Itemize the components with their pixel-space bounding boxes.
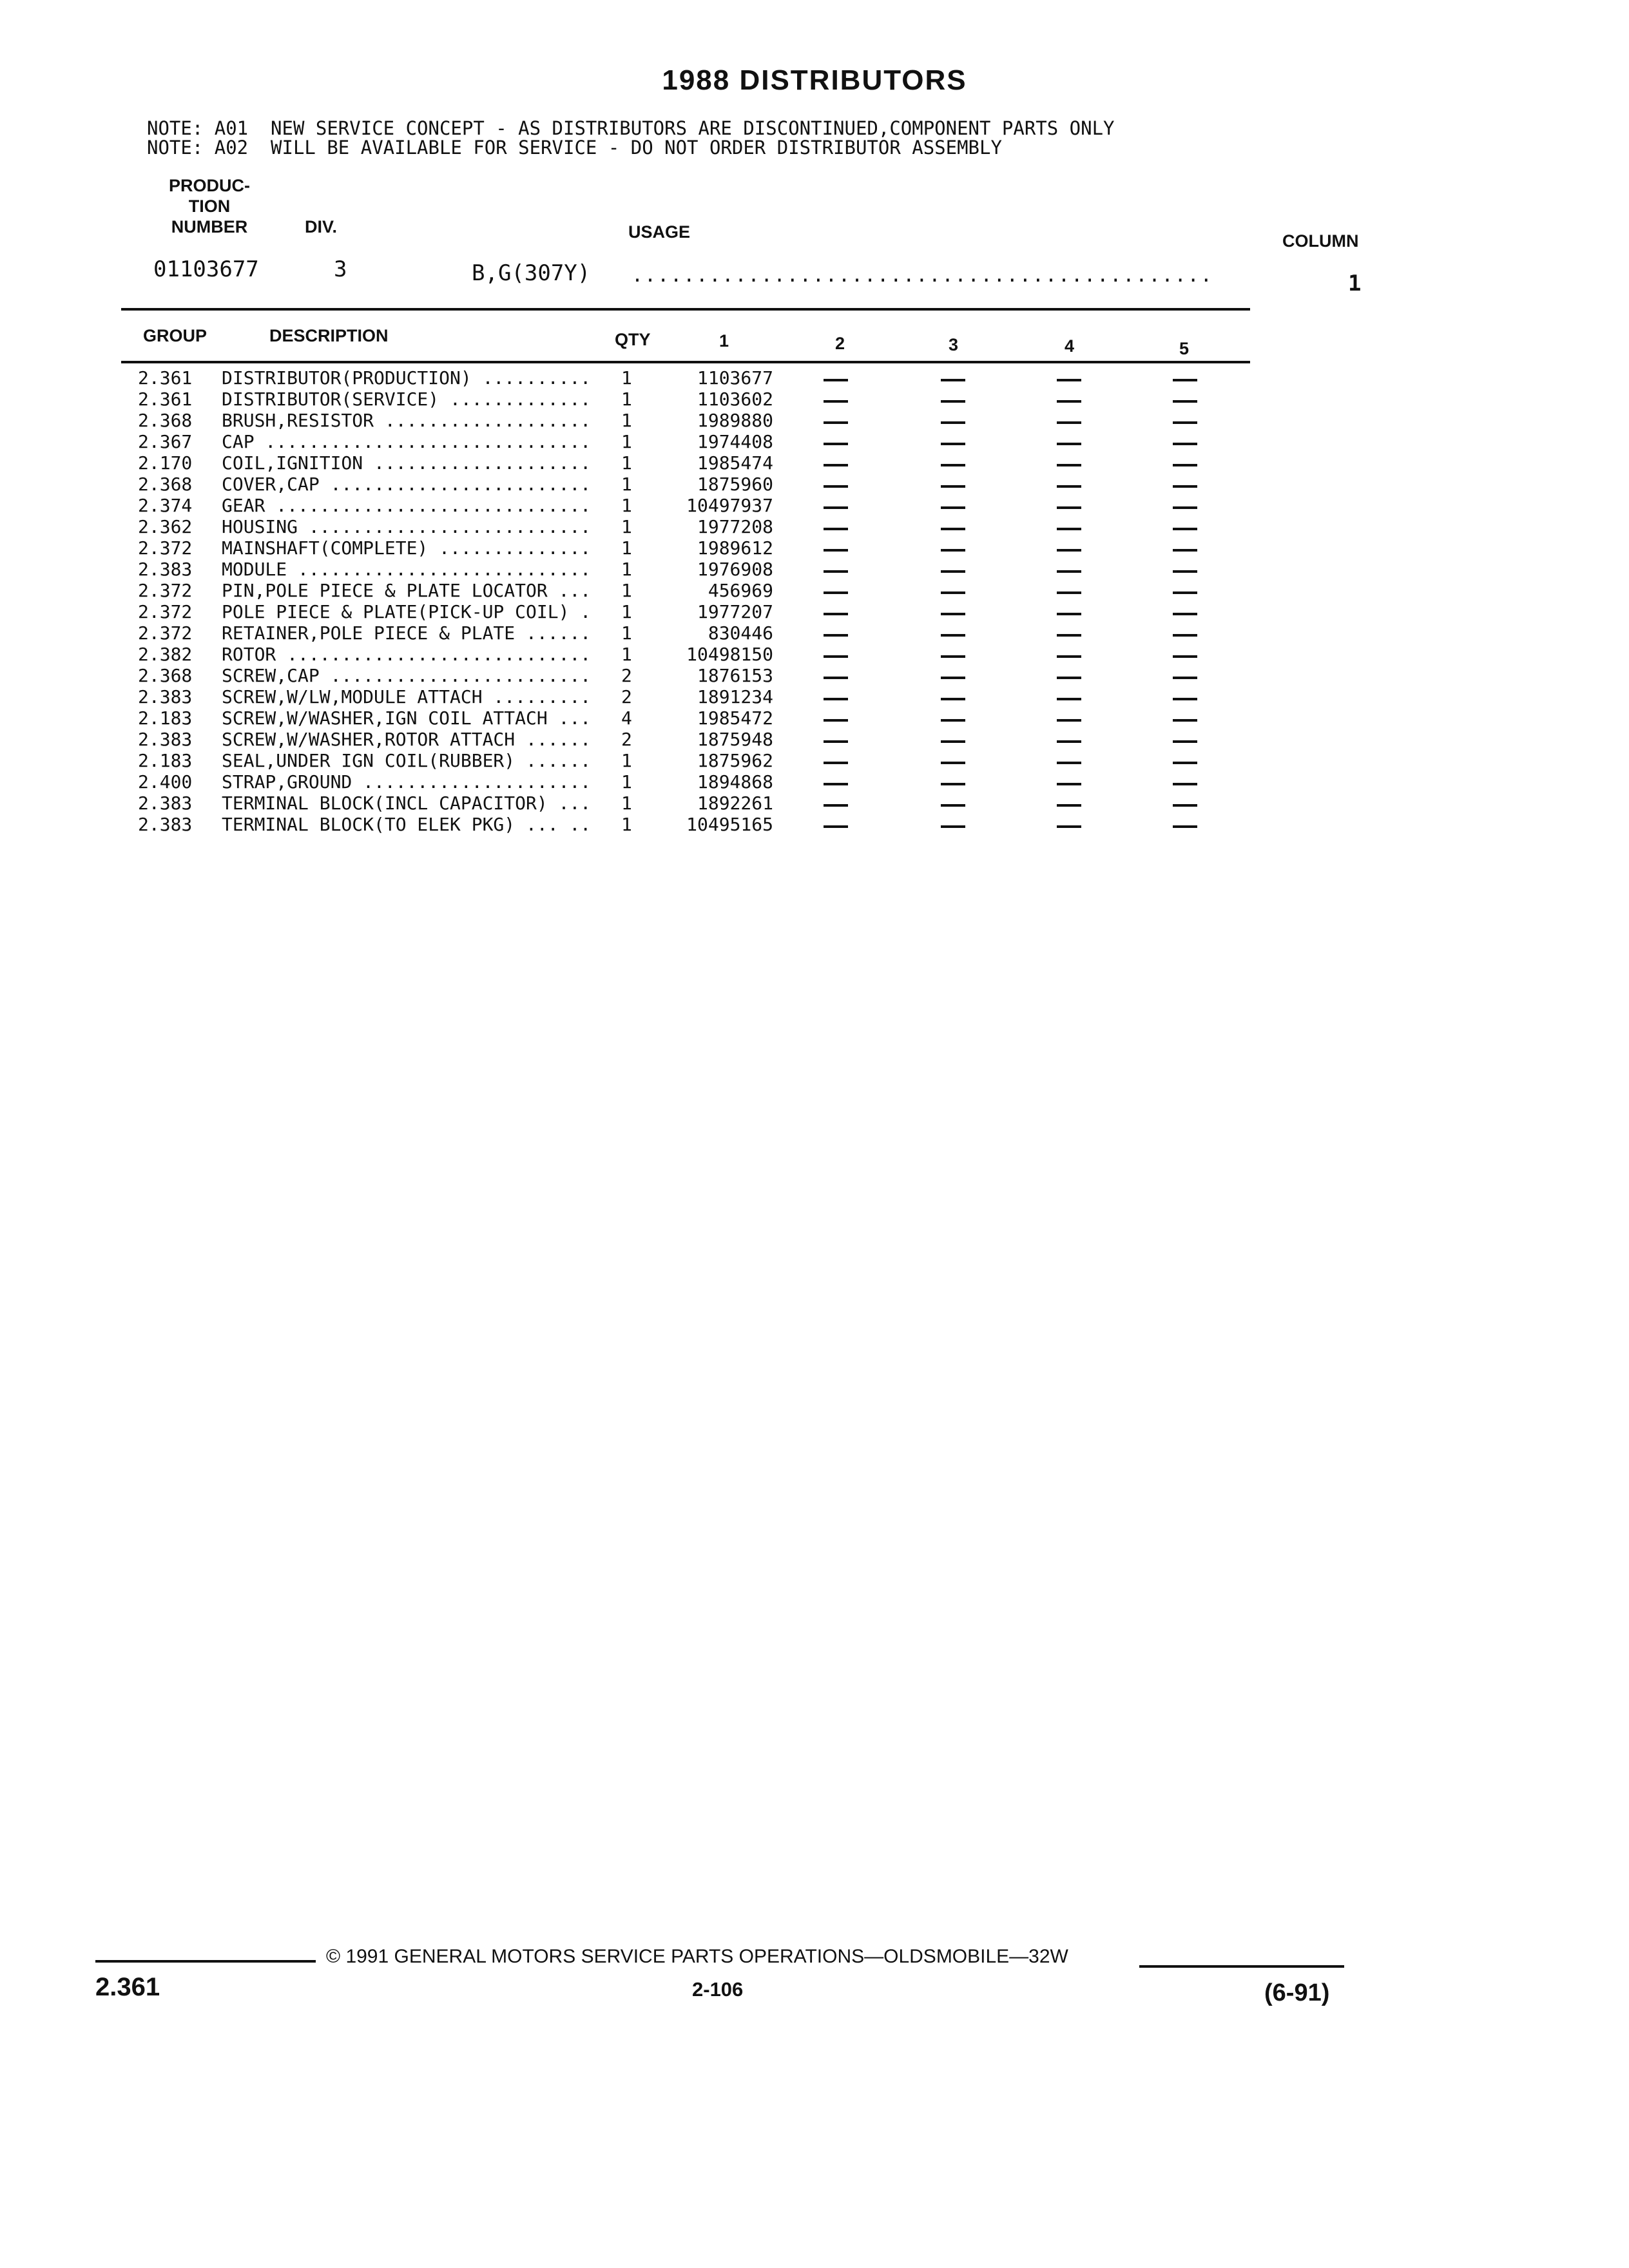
qty-cell: 1: [621, 367, 632, 389]
not-applicable-dash: [824, 421, 848, 424]
parts-table-body: [0, 367, 1629, 835]
not-applicable-dash: [1057, 804, 1081, 807]
not-applicable-dash: [824, 698, 848, 700]
column-2-header: 2: [835, 334, 845, 353]
entry-column: 1: [1348, 271, 1362, 296]
description-cell: SCREW,W/WASHER,IGN COIL ATTACH ...: [222, 707, 592, 729]
group-cell: 2.372: [138, 537, 193, 559]
not-applicable-dash: [941, 443, 965, 445]
table-row: [0, 452, 1629, 474]
group-cell: 2.367: [138, 431, 193, 452]
not-applicable-dash: [1057, 464, 1081, 466]
part-number-cell: 1103602: [697, 389, 773, 410]
not-applicable-dash: [1173, 762, 1197, 764]
not-applicable-dash: [941, 677, 965, 679]
not-applicable-dash: [1057, 613, 1081, 615]
not-applicable-dash: [1173, 464, 1197, 466]
qty-cell: 1: [621, 793, 632, 814]
not-applicable-dash: [1057, 655, 1081, 658]
not-applicable-dash: [1173, 804, 1197, 807]
table-row: [0, 537, 1629, 559]
not-applicable-dash: [824, 485, 848, 488]
entry-leader-dots: .............................................: [631, 264, 1213, 287]
not-applicable-dash: [824, 762, 848, 764]
table-row: [0, 580, 1629, 601]
table-row: [0, 686, 1629, 707]
not-applicable-dash: [824, 379, 848, 381]
not-applicable-dash: [824, 528, 848, 530]
description-cell: MODULE ...........................: [222, 559, 592, 580]
not-applicable-dash: [1173, 485, 1197, 488]
footer-copyright: © 1991 GENERAL MOTORS SERVICE PARTS OPERATIONS—OLDSMOBILE—32W: [326, 1946, 1068, 1967]
part-number-cell: 1974408: [697, 431, 773, 452]
column-4-header: 4: [1065, 336, 1075, 356]
entry-div: 3: [334, 256, 347, 282]
not-applicable-dash: [941, 762, 965, 764]
not-applicable-dash: [1057, 506, 1081, 509]
not-applicable-dash: [1173, 677, 1197, 679]
not-applicable-dash: [1057, 549, 1081, 552]
table-row: [0, 474, 1629, 495]
not-applicable-dash: [1057, 825, 1081, 828]
qty-cell: 1: [621, 601, 632, 622]
part-number-cell: 1103677: [697, 367, 773, 389]
not-applicable-dash: [1173, 613, 1197, 615]
not-applicable-dash: [1173, 379, 1197, 381]
description-cell: DISTRIBUTOR(PRODUCTION) ..........: [222, 367, 592, 389]
qty-column-header: QTY: [615, 330, 651, 349]
description-cell: TERMINAL BLOCK(TO ELEK PKG) ... ..: [222, 814, 592, 835]
not-applicable-dash: [1057, 485, 1081, 488]
group-cell: 2.170: [138, 452, 193, 474]
qty-cell: 2: [621, 729, 632, 750]
qty-cell: 1: [621, 537, 632, 559]
qty-cell: 1: [621, 516, 632, 537]
not-applicable-dash: [1173, 655, 1197, 658]
qty-cell: 1: [621, 410, 632, 431]
not-applicable-dash: [1173, 698, 1197, 700]
group-cell: 2.183: [138, 750, 193, 771]
group-column-header: GROUP: [143, 326, 207, 345]
description-cell: MAINSHAFT(COMPLETE) ..............: [222, 537, 592, 559]
not-applicable-dash: [824, 719, 848, 722]
group-cell: 2.183: [138, 707, 193, 729]
not-applicable-dash: [1057, 740, 1081, 743]
not-applicable-dash: [941, 485, 965, 488]
part-number-cell: 10495165: [686, 814, 773, 835]
not-applicable-dash: [1057, 698, 1081, 700]
not-applicable-dash: [1173, 421, 1197, 424]
description-cell: TERMINAL BLOCK(INCL CAPACITOR) ...: [222, 793, 592, 814]
table-row: [0, 431, 1629, 452]
not-applicable-dash: [1173, 549, 1197, 552]
description-cell: SCREW,W/WASHER,ROTOR ATTACH ......: [222, 729, 592, 750]
table-row: [0, 793, 1629, 814]
not-applicable-dash: [1057, 591, 1081, 594]
not-applicable-dash: [824, 825, 848, 828]
not-applicable-dash: [941, 804, 965, 807]
part-number-cell: 1977208: [697, 516, 773, 537]
not-applicable-dash: [1173, 825, 1197, 828]
description-cell: SEAL,UNDER IGN COIL(RUBBER) ......: [222, 750, 592, 771]
part-number-cell: 1989880: [697, 410, 773, 431]
not-applicable-dash: [1057, 443, 1081, 445]
production-number-header: PRODUC- TION NUMBER: [169, 176, 250, 236]
not-applicable-dash: [1173, 570, 1197, 573]
not-applicable-dash: [1173, 506, 1197, 509]
description-cell: SCREW,CAP ........................: [222, 665, 592, 686]
footer-rule-left: [95, 1960, 316, 1963]
part-number-cell: 1875962: [697, 750, 773, 771]
table-row: [0, 771, 1629, 793]
usage-header: USAGE: [628, 222, 691, 242]
table-row: [0, 516, 1629, 537]
table-row: [0, 622, 1629, 644]
not-applicable-dash: [1173, 783, 1197, 785]
qty-cell: 4: [621, 707, 632, 729]
not-applicable-dash: [1173, 400, 1197, 403]
not-applicable-dash: [1173, 719, 1197, 722]
not-applicable-dash: [1057, 719, 1081, 722]
part-number-cell: 1891234: [697, 686, 773, 707]
qty-cell: 1: [621, 389, 632, 410]
description-cell: COVER,CAP ........................: [222, 474, 592, 495]
table-row: [0, 644, 1629, 665]
not-applicable-dash: [824, 443, 848, 445]
not-applicable-dash: [941, 379, 965, 381]
group-cell: 2.383: [138, 686, 193, 707]
table-row: [0, 559, 1629, 580]
group-cell: 2.383: [138, 814, 193, 835]
qty-cell: 1: [621, 559, 632, 580]
group-cell: 2.382: [138, 644, 193, 665]
column-1-header: 1: [719, 331, 729, 351]
group-cell: 2.383: [138, 793, 193, 814]
qty-cell: 2: [621, 665, 632, 686]
page-title: 1988 DISTRIBUTORS: [662, 64, 967, 96]
note-a01: NOTE: A01 NEW SERVICE CONCEPT - AS DISTRIBUTORS ARE DISCONTINUED,COMPONENT PARTS ONLY: [147, 117, 1115, 139]
not-applicable-dash: [1057, 528, 1081, 530]
top-rule: [121, 308, 1250, 311]
footer-section-number: 2.361: [95, 1973, 160, 2001]
description-cell: PIN,POLE PIECE & PLATE LOCATOR ...: [222, 580, 592, 601]
table-row: [0, 495, 1629, 516]
qty-cell: 1: [621, 580, 632, 601]
not-applicable-dash: [824, 740, 848, 743]
description-cell: ROTOR ............................: [222, 644, 592, 665]
description-cell: COIL,IGNITION ....................: [222, 452, 592, 474]
qty-cell: 2: [621, 686, 632, 707]
not-applicable-dash: [941, 421, 965, 424]
group-cell: 2.372: [138, 622, 193, 644]
not-applicable-dash: [824, 655, 848, 658]
group-cell: 2.368: [138, 474, 193, 495]
not-applicable-dash: [1173, 528, 1197, 530]
not-applicable-dash: [824, 591, 848, 594]
group-cell: 2.368: [138, 410, 193, 431]
description-cell: BRUSH,RESISTOR ...................: [222, 410, 592, 431]
not-applicable-dash: [941, 655, 965, 658]
not-applicable-dash: [941, 464, 965, 466]
part-number-cell: 1876153: [697, 665, 773, 686]
description-cell: GEAR .............................: [222, 495, 592, 516]
part-number-cell: 1977207: [697, 601, 773, 622]
description-cell: POLE PIECE & PLATE(PICK-UP COIL) .: [222, 601, 592, 622]
table-row: [0, 601, 1629, 622]
footer-rule-right: [1139, 1965, 1344, 1968]
part-number-cell: 1875948: [697, 729, 773, 750]
qty-cell: 1: [621, 814, 632, 835]
qty-cell: 1: [621, 622, 632, 644]
div-header: DIV.: [305, 217, 338, 236]
part-number-cell: 1894868: [697, 771, 773, 793]
not-applicable-dash: [824, 634, 848, 637]
qty-cell: 1: [621, 431, 632, 452]
not-applicable-dash: [1057, 762, 1081, 764]
not-applicable-dash: [824, 506, 848, 509]
group-cell: 2.361: [138, 367, 193, 389]
not-applicable-dash: [824, 464, 848, 466]
not-applicable-dash: [824, 570, 848, 573]
not-applicable-dash: [1173, 740, 1197, 743]
column-3-header: 3: [949, 335, 959, 354]
not-applicable-dash: [1173, 443, 1197, 445]
group-cell: 2.383: [138, 729, 193, 750]
column-5-header: 5: [1179, 339, 1190, 358]
not-applicable-dash: [1057, 570, 1081, 573]
column-header: COLUMN: [1282, 231, 1359, 251]
not-applicable-dash: [1057, 783, 1081, 785]
part-number-cell: 1976908: [697, 559, 773, 580]
qty-cell: 1: [621, 474, 632, 495]
not-applicable-dash: [941, 719, 965, 722]
description-cell: RETAINER,POLE PIECE & PLATE ......: [222, 622, 592, 644]
group-cell: 2.383: [138, 559, 193, 580]
table-row: [0, 750, 1629, 771]
part-number-cell: 1989612: [697, 537, 773, 559]
not-applicable-dash: [941, 613, 965, 615]
table-row: [0, 367, 1629, 389]
header-rule: [121, 361, 1250, 363]
not-applicable-dash: [1057, 421, 1081, 424]
not-applicable-dash: [824, 804, 848, 807]
description-cell: HOUSING ..........................: [222, 516, 592, 537]
description-column-header: DESCRIPTION: [269, 326, 389, 345]
not-applicable-dash: [1057, 379, 1081, 381]
group-cell: 2.368: [138, 665, 193, 686]
group-cell: 2.361: [138, 389, 193, 410]
not-applicable-dash: [1057, 400, 1081, 403]
part-number-cell: 10498150: [686, 644, 773, 665]
part-number-cell: 1875960: [697, 474, 773, 495]
not-applicable-dash: [941, 634, 965, 637]
not-applicable-dash: [941, 570, 965, 573]
not-applicable-dash: [824, 677, 848, 679]
group-cell: 2.374: [138, 495, 193, 516]
not-applicable-dash: [941, 740, 965, 743]
group-cell: 2.372: [138, 601, 193, 622]
not-applicable-dash: [824, 783, 848, 785]
table-row: [0, 665, 1629, 686]
not-applicable-dash: [824, 549, 848, 552]
not-applicable-dash: [941, 825, 965, 828]
not-applicable-dash: [941, 698, 965, 700]
part-number-cell: 10497937: [686, 495, 773, 516]
not-applicable-dash: [941, 400, 965, 403]
not-applicable-dash: [941, 506, 965, 509]
description-cell: CAP ..............................: [222, 431, 592, 452]
description-cell: STRAP,GROUND .....................: [222, 771, 592, 793]
description-cell: SCREW,W/LW,MODULE ATTACH .........: [222, 686, 592, 707]
not-applicable-dash: [941, 528, 965, 530]
table-row: [0, 410, 1629, 431]
not-applicable-dash: [941, 549, 965, 552]
group-cell: 2.372: [138, 580, 193, 601]
description-cell: DISTRIBUTOR(SERVICE) .............: [222, 389, 592, 410]
group-cell: 2.362: [138, 516, 193, 537]
footer-page-number: 2-106: [692, 1978, 744, 2001]
footer-date: (6-91): [1264, 1979, 1330, 2006]
qty-cell: 1: [621, 495, 632, 516]
not-applicable-dash: [824, 400, 848, 403]
part-number-cell: 830446: [708, 622, 773, 644]
part-number-cell: 1892261: [697, 793, 773, 814]
qty-cell: 1: [621, 750, 632, 771]
group-cell: 2.400: [138, 771, 193, 793]
part-number-cell: 456969: [708, 580, 773, 601]
not-applicable-dash: [1173, 634, 1197, 637]
entry-production-number: 01103677: [153, 256, 259, 282]
not-applicable-dash: [941, 783, 965, 785]
not-applicable-dash: [1057, 634, 1081, 637]
qty-cell: 1: [621, 644, 632, 665]
part-number-cell: 1985474: [697, 452, 773, 474]
note-a02: NOTE: A02 WILL BE AVAILABLE FOR SERVICE - DO NOT ORDER DISTRIBUTOR ASSEMBLY: [147, 137, 1002, 159]
table-row: [0, 707, 1629, 729]
table-row: [0, 729, 1629, 750]
part-number-cell: 1985472: [697, 707, 773, 729]
table-row: [0, 814, 1629, 835]
qty-cell: 1: [621, 452, 632, 474]
not-applicable-dash: [941, 591, 965, 594]
not-applicable-dash: [824, 613, 848, 615]
table-row: [0, 389, 1629, 410]
entry-usage: B,G(307Y): [472, 260, 591, 286]
not-applicable-dash: [1173, 591, 1197, 594]
qty-cell: 1: [621, 771, 632, 793]
not-applicable-dash: [1057, 677, 1081, 679]
